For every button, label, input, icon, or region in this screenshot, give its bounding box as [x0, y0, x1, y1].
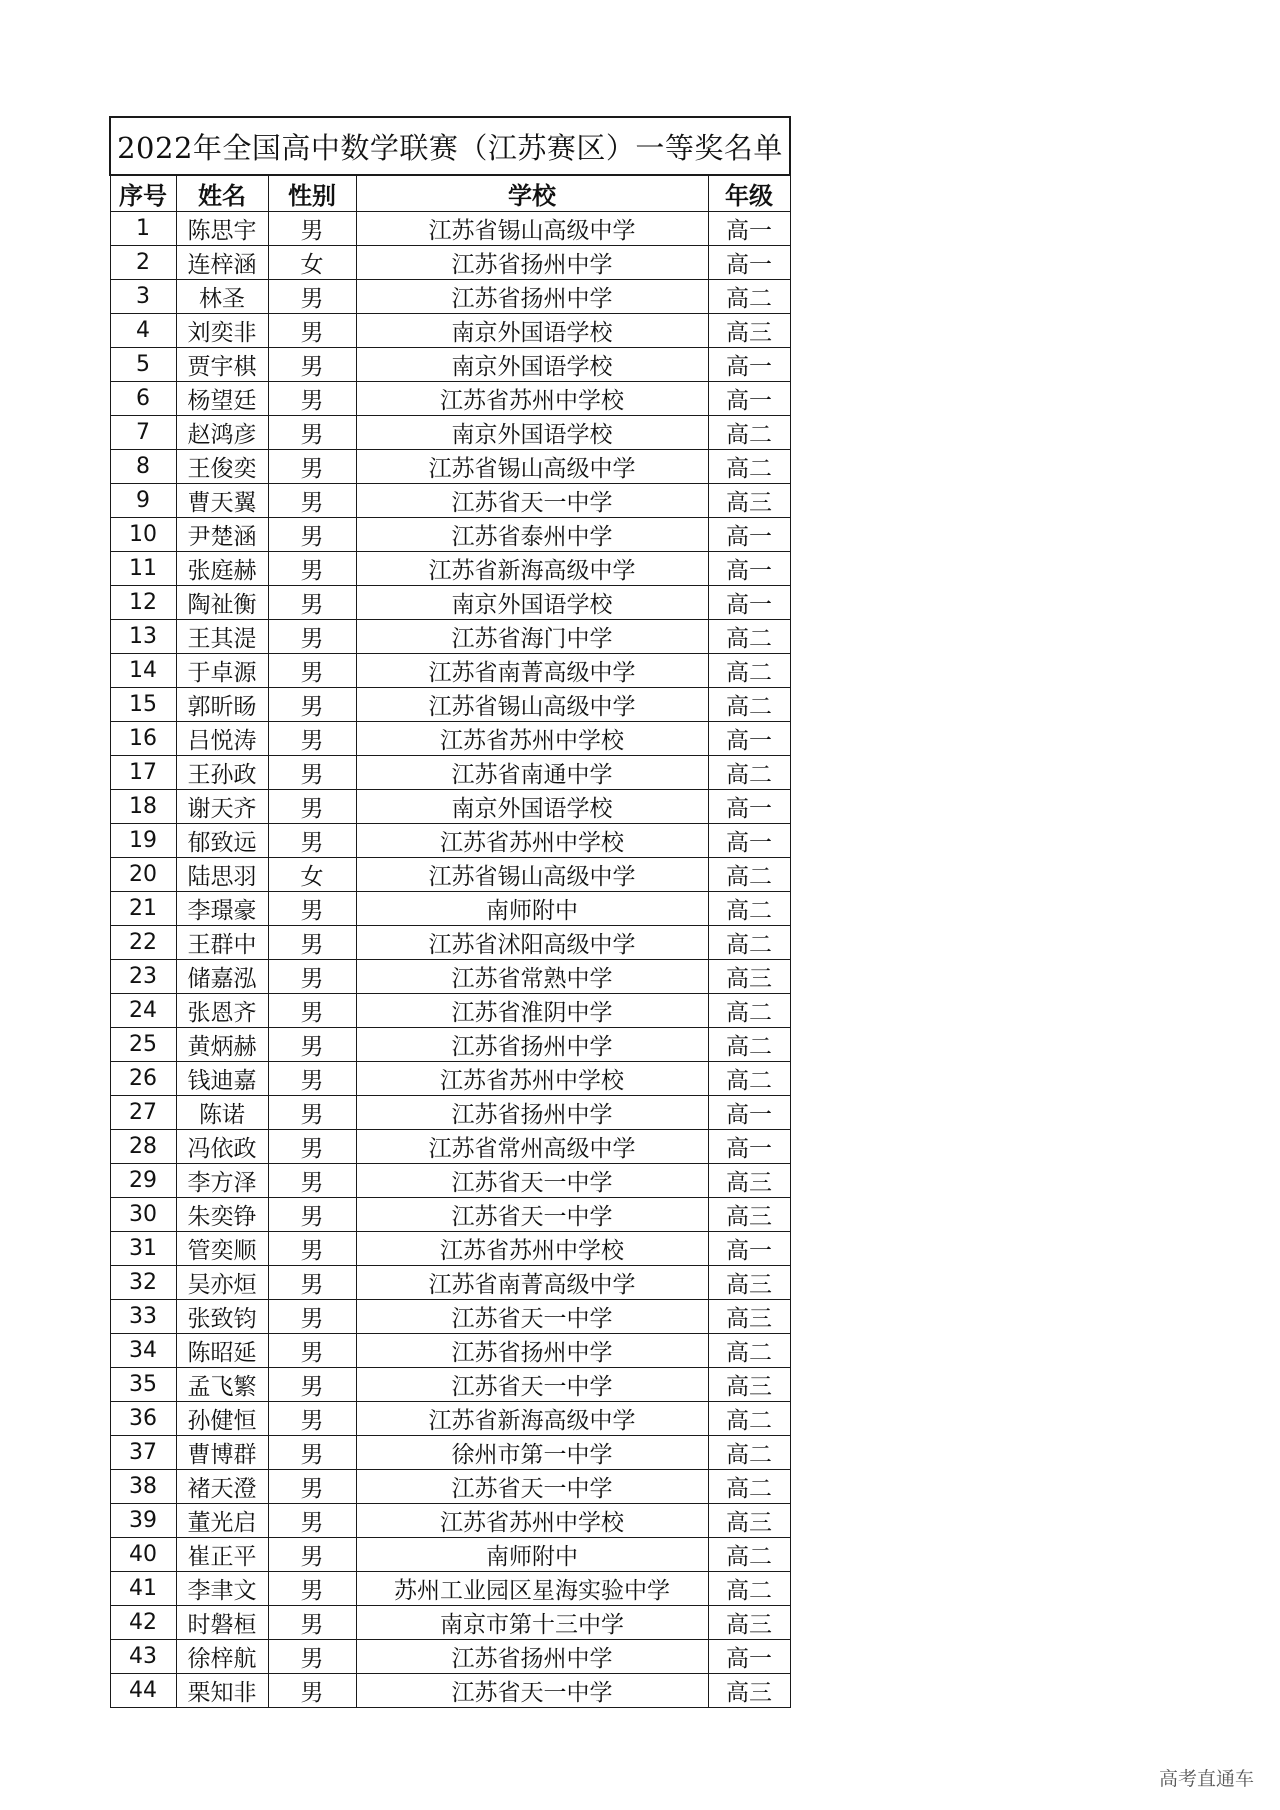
- table-title: 2022年全国高中数学联赛（江苏赛区）一等奖名单: [110, 117, 790, 175]
- grade-cell: 高一: [708, 824, 790, 858]
- seq-cell: 35: [110, 1368, 176, 1402]
- school-cell: 南京外国语学校: [356, 790, 708, 824]
- school-cell: 南京外国语学校: [356, 314, 708, 348]
- school-cell: 江苏省苏州中学校: [356, 1504, 708, 1538]
- school-cell: 江苏省天一中学: [356, 1674, 708, 1708]
- school-cell: 徐州市第一中学: [356, 1436, 708, 1470]
- name-cell: 李璟豪: [176, 892, 268, 926]
- school-cell: 江苏省新海高级中学: [356, 552, 708, 586]
- name-cell: 王其湜: [176, 620, 268, 654]
- watermark-text: 高考直通车: [1158, 1768, 1254, 1790]
- gender-cell: 男: [268, 552, 356, 586]
- gender-cell: 男: [268, 1470, 356, 1504]
- gender-cell: 男: [268, 1674, 356, 1708]
- school-cell: 江苏省新海高级中学: [356, 1402, 708, 1436]
- school-cell: 江苏省苏州中学校: [356, 1062, 708, 1096]
- name-cell: 陈诺: [176, 1096, 268, 1130]
- gender-cell: 男: [268, 1198, 356, 1232]
- school-cell: 南京外国语学校: [356, 416, 708, 450]
- seq-cell: 2: [110, 246, 176, 280]
- gender-cell: 男: [268, 518, 356, 552]
- grade-cell: 高二: [708, 1538, 790, 1572]
- seq-cell: 3: [110, 280, 176, 314]
- name-cell: 陈昭延: [176, 1334, 268, 1368]
- name-cell: 张恩齐: [176, 994, 268, 1028]
- gender-cell: 男: [268, 1062, 356, 1096]
- grade-cell: 高一: [708, 382, 790, 416]
- gender-cell: 男: [268, 960, 356, 994]
- school-cell: 江苏省南菁高级中学: [356, 654, 708, 688]
- name-cell: 林圣: [176, 280, 268, 314]
- gender-cell: 男: [268, 484, 356, 518]
- grade-cell: 高一: [708, 1130, 790, 1164]
- gender-cell: 男: [268, 1572, 356, 1606]
- table-row: [110, 1130, 790, 1164]
- name-cell: 钱迪嘉: [176, 1062, 268, 1096]
- table-row: [110, 1300, 790, 1334]
- grade-cell: 高二: [708, 1334, 790, 1368]
- grade-cell: 高三: [708, 1300, 790, 1334]
- seq-cell: 38: [110, 1470, 176, 1504]
- seq-cell: 39: [110, 1504, 176, 1538]
- seq-cell: 21: [110, 892, 176, 926]
- name-cell: 曹天翼: [176, 484, 268, 518]
- name-cell: 褚天澄: [176, 1470, 268, 1504]
- grade-cell: 高二: [708, 1402, 790, 1436]
- school-cell: 江苏省扬州中学: [356, 1028, 708, 1062]
- gender-cell: 女: [268, 246, 356, 280]
- school-cell: 江苏省苏州中学校: [356, 382, 708, 416]
- gender-cell: 男: [268, 688, 356, 722]
- table-row: [110, 1640, 790, 1674]
- seq-cell: 30: [110, 1198, 176, 1232]
- gender-cell: 男: [268, 824, 356, 858]
- seq-cell: 27: [110, 1096, 176, 1130]
- seq-cell: 10: [110, 518, 176, 552]
- grade-cell: 高二: [708, 1062, 790, 1096]
- school-cell: 江苏省锡山高级中学: [356, 688, 708, 722]
- gender-cell: 男: [268, 722, 356, 756]
- grade-cell: 高二: [708, 1028, 790, 1062]
- gender-cell: 男: [268, 314, 356, 348]
- grade-cell: 高一: [708, 586, 790, 620]
- table-row: [110, 484, 790, 518]
- name-cell: 谢天齐: [176, 790, 268, 824]
- gender-cell: 男: [268, 1232, 356, 1266]
- gender-cell: 男: [268, 1606, 356, 1640]
- seq-cell: 31: [110, 1232, 176, 1266]
- seq-cell: 18: [110, 790, 176, 824]
- header-seq: 序号: [110, 175, 176, 212]
- table-row: [110, 892, 790, 926]
- grade-cell: 高三: [708, 1674, 790, 1708]
- table-row: [110, 926, 790, 960]
- grade-cell: 高二: [708, 620, 790, 654]
- seq-cell: 29: [110, 1164, 176, 1198]
- table-row: [110, 790, 790, 824]
- grade-cell: 高二: [708, 892, 790, 926]
- school-cell: 江苏省常熟中学: [356, 960, 708, 994]
- grade-cell: 高二: [708, 994, 790, 1028]
- school-cell: 江苏省扬州中学: [356, 246, 708, 280]
- seq-cell: 28: [110, 1130, 176, 1164]
- header-grade: 年级: [708, 175, 790, 212]
- table-row: [110, 1368, 790, 1402]
- seq-cell: 15: [110, 688, 176, 722]
- name-cell: 于卓源: [176, 654, 268, 688]
- gender-cell: 男: [268, 586, 356, 620]
- seq-cell: 32: [110, 1266, 176, 1300]
- school-cell: 江苏省苏州中学校: [356, 1232, 708, 1266]
- name-cell: 王孙政: [176, 756, 268, 790]
- gender-cell: 男: [268, 1640, 356, 1674]
- seq-cell: 44: [110, 1674, 176, 1708]
- gender-cell: 男: [268, 1300, 356, 1334]
- school-cell: 江苏省沭阳高级中学: [356, 926, 708, 960]
- grade-cell: 高一: [708, 552, 790, 586]
- school-cell: 江苏省天一中学: [356, 484, 708, 518]
- grade-cell: 高三: [708, 1164, 790, 1198]
- gender-cell: 男: [268, 382, 356, 416]
- gender-cell: 女: [268, 858, 356, 892]
- name-cell: 时磐桓: [176, 1606, 268, 1640]
- gender-cell: 男: [268, 1436, 356, 1470]
- grade-cell: 高二: [708, 1470, 790, 1504]
- grade-cell: 高二: [708, 756, 790, 790]
- school-cell: 江苏省天一中学: [356, 1164, 708, 1198]
- seq-cell: 43: [110, 1640, 176, 1674]
- gender-cell: 男: [268, 1266, 356, 1300]
- table-row: [110, 518, 790, 552]
- gender-cell: 男: [268, 994, 356, 1028]
- gender-cell: 男: [268, 892, 356, 926]
- name-cell: 吕悦涛: [176, 722, 268, 756]
- name-cell: 郭昕旸: [176, 688, 268, 722]
- school-cell: 江苏省锡山高级中学: [356, 212, 708, 246]
- school-cell: 南京市第十三中学: [356, 1606, 708, 1640]
- grade-cell: 高一: [708, 212, 790, 246]
- table-row: [110, 1334, 790, 1368]
- gender-cell: 男: [268, 1368, 356, 1402]
- gender-cell: 男: [268, 1504, 356, 1538]
- table-row: [110, 1470, 790, 1504]
- grade-cell: 高一: [708, 246, 790, 280]
- name-cell: 朱奕铮: [176, 1198, 268, 1232]
- seq-cell: 41: [110, 1572, 176, 1606]
- table-row: [110, 756, 790, 790]
- name-cell: 赵鸿彦: [176, 416, 268, 450]
- grade-cell: 高三: [708, 1198, 790, 1232]
- name-cell: 曹博群: [176, 1436, 268, 1470]
- gender-cell: 男: [268, 348, 356, 382]
- table-row: [110, 586, 790, 620]
- name-cell: 吴亦烜: [176, 1266, 268, 1300]
- grade-cell: 高二: [708, 280, 790, 314]
- grade-cell: 高一: [708, 518, 790, 552]
- seq-cell: 36: [110, 1402, 176, 1436]
- seq-cell: 33: [110, 1300, 176, 1334]
- name-cell: 李聿文: [176, 1572, 268, 1606]
- grade-cell: 高三: [708, 484, 790, 518]
- table-row: [110, 1164, 790, 1198]
- name-cell: 陆思羽: [176, 858, 268, 892]
- school-cell: 江苏省天一中学: [356, 1470, 708, 1504]
- grade-cell: 高三: [708, 1504, 790, 1538]
- table-row: [110, 1096, 790, 1130]
- gender-cell: 男: [268, 1402, 356, 1436]
- seq-cell: 11: [110, 552, 176, 586]
- grade-cell: 高一: [708, 1640, 790, 1674]
- grade-cell: 高二: [708, 1436, 790, 1470]
- table-row: [110, 212, 790, 246]
- name-cell: 栗知非: [176, 1674, 268, 1708]
- seq-cell: 8: [110, 450, 176, 484]
- grade-cell: 高二: [708, 1572, 790, 1606]
- table-body: [110, 212, 790, 1708]
- table-row: [110, 858, 790, 892]
- school-cell: 江苏省海门中学: [356, 620, 708, 654]
- name-cell: 董光启: [176, 1504, 268, 1538]
- seq-cell: 37: [110, 1436, 176, 1470]
- table-row: [110, 314, 790, 348]
- gender-cell: 男: [268, 1538, 356, 1572]
- name-cell: 连梓涵: [176, 246, 268, 280]
- seq-cell: 17: [110, 756, 176, 790]
- header-row: [110, 175, 790, 212]
- name-cell: 王群中: [176, 926, 268, 960]
- school-cell: 江苏省淮阴中学: [356, 994, 708, 1028]
- grade-cell: 高一: [708, 722, 790, 756]
- grade-cell: 高一: [708, 790, 790, 824]
- seq-cell: 40: [110, 1538, 176, 1572]
- school-cell: 江苏省天一中学: [356, 1368, 708, 1402]
- gender-cell: 男: [268, 1130, 356, 1164]
- table-row: [110, 1062, 790, 1096]
- grade-cell: 高二: [708, 858, 790, 892]
- seq-cell: 12: [110, 586, 176, 620]
- table-row: [110, 722, 790, 756]
- school-cell: 江苏省苏州中学校: [356, 824, 708, 858]
- table-row: [110, 620, 790, 654]
- school-cell: 江苏省扬州中学: [356, 1334, 708, 1368]
- table-row: [110, 1232, 790, 1266]
- table-row: [110, 416, 790, 450]
- school-cell: 南师附中: [356, 892, 708, 926]
- name-cell: 尹楚涵: [176, 518, 268, 552]
- school-cell: 江苏省锡山高级中学: [356, 450, 708, 484]
- seq-cell: 9: [110, 484, 176, 518]
- school-cell: 江苏省扬州中学: [356, 280, 708, 314]
- name-cell: 管奕顺: [176, 1232, 268, 1266]
- name-cell: 孙健恒: [176, 1402, 268, 1436]
- grade-cell: 高三: [708, 960, 790, 994]
- name-cell: 张致钧: [176, 1300, 268, 1334]
- grade-cell: 高二: [708, 688, 790, 722]
- seq-cell: 13: [110, 620, 176, 654]
- table-row: [110, 994, 790, 1028]
- school-cell: 江苏省苏州中学校: [356, 722, 708, 756]
- gender-cell: 男: [268, 1334, 356, 1368]
- table-row: [110, 450, 790, 484]
- header-gender: 性别: [268, 175, 356, 212]
- seq-cell: 16: [110, 722, 176, 756]
- gender-cell: 男: [268, 280, 356, 314]
- table-row: [110, 1504, 790, 1538]
- school-cell: 江苏省扬州中学: [356, 1096, 708, 1130]
- school-cell: 江苏省扬州中学: [356, 1640, 708, 1674]
- name-cell: 郁致远: [176, 824, 268, 858]
- seq-cell: 25: [110, 1028, 176, 1062]
- table-row: [110, 960, 790, 994]
- name-cell: 张庭赫: [176, 552, 268, 586]
- seq-cell: 26: [110, 1062, 176, 1096]
- grade-cell: 高二: [708, 926, 790, 960]
- table-row: [110, 1572, 790, 1606]
- gender-cell: 男: [268, 212, 356, 246]
- table-row: [110, 1198, 790, 1232]
- name-cell: 徐梓航: [176, 1640, 268, 1674]
- gender-cell: 男: [268, 450, 356, 484]
- table-row: [110, 348, 790, 382]
- school-cell: 江苏省泰州中学: [356, 518, 708, 552]
- seq-cell: 34: [110, 1334, 176, 1368]
- grade-cell: 高二: [708, 416, 790, 450]
- name-cell: 陈思宇: [176, 212, 268, 246]
- header-school: 学校: [356, 175, 708, 212]
- name-cell: 黄炳赫: [176, 1028, 268, 1062]
- name-cell: 孟飞繁: [176, 1368, 268, 1402]
- table-row: [110, 382, 790, 416]
- table-row: [110, 1606, 790, 1640]
- table-row: [110, 1674, 790, 1708]
- name-cell: 李方泽: [176, 1164, 268, 1198]
- seq-cell: 19: [110, 824, 176, 858]
- seq-cell: 4: [110, 314, 176, 348]
- seq-cell: 23: [110, 960, 176, 994]
- grade-cell: 高三: [708, 1368, 790, 1402]
- seq-cell: 22: [110, 926, 176, 960]
- header-name: 姓名: [176, 175, 268, 212]
- table-row: [110, 1538, 790, 1572]
- table-row: [110, 1402, 790, 1436]
- seq-cell: 7: [110, 416, 176, 450]
- school-cell: 江苏省南菁高级中学: [356, 1266, 708, 1300]
- table-row: [110, 654, 790, 688]
- seq-cell: 20: [110, 858, 176, 892]
- grade-cell: 高二: [708, 654, 790, 688]
- school-cell: 苏州工业园区星海实验中学: [356, 1572, 708, 1606]
- name-cell: 陶祉衡: [176, 586, 268, 620]
- grade-cell: 高一: [708, 348, 790, 382]
- seq-cell: 42: [110, 1606, 176, 1640]
- gender-cell: 男: [268, 790, 356, 824]
- grade-cell: 高一: [708, 1096, 790, 1130]
- name-cell: 冯依政: [176, 1130, 268, 1164]
- grade-cell: 高三: [708, 1266, 790, 1300]
- school-cell: 南师附中: [356, 1538, 708, 1572]
- name-cell: 刘奕非: [176, 314, 268, 348]
- gender-cell: 男: [268, 416, 356, 450]
- seq-cell: 24: [110, 994, 176, 1028]
- school-cell: 江苏省常州高级中学: [356, 1130, 708, 1164]
- gender-cell: 男: [268, 1164, 356, 1198]
- award-list-table: [109, 116, 791, 1708]
- table-row: [110, 1266, 790, 1300]
- seq-cell: 6: [110, 382, 176, 416]
- gender-cell: 男: [268, 654, 356, 688]
- gender-cell: 男: [268, 620, 356, 654]
- grade-cell: 高三: [708, 1606, 790, 1640]
- school-cell: 南京外国语学校: [356, 586, 708, 620]
- table-row: [110, 552, 790, 586]
- gender-cell: 男: [268, 756, 356, 790]
- seq-cell: 5: [110, 348, 176, 382]
- name-cell: 崔正平: [176, 1538, 268, 1572]
- school-cell: 江苏省南通中学: [356, 756, 708, 790]
- table-row: [110, 688, 790, 722]
- name-cell: 贾宇棋: [176, 348, 268, 382]
- school-cell: 江苏省锡山高级中学: [356, 858, 708, 892]
- table-row: [110, 824, 790, 858]
- school-cell: 江苏省天一中学: [356, 1198, 708, 1232]
- gender-cell: 男: [268, 1096, 356, 1130]
- table-row: [110, 246, 790, 280]
- seq-cell: 14: [110, 654, 176, 688]
- name-cell: 储嘉泓: [176, 960, 268, 994]
- seq-cell: 1: [110, 212, 176, 246]
- school-cell: 南京外国语学校: [356, 348, 708, 382]
- gender-cell: 男: [268, 926, 356, 960]
- table-row: [110, 1028, 790, 1062]
- grade-cell: 高一: [708, 1232, 790, 1266]
- grade-cell: 高二: [708, 450, 790, 484]
- grade-cell: 高三: [708, 314, 790, 348]
- gender-cell: 男: [268, 1028, 356, 1062]
- name-cell: 杨望廷: [176, 382, 268, 416]
- name-cell: 王俊奕: [176, 450, 268, 484]
- school-cell: 江苏省天一中学: [356, 1300, 708, 1334]
- table-row: [110, 1436, 790, 1470]
- table-row: [110, 280, 790, 314]
- title-row: [110, 117, 790, 175]
